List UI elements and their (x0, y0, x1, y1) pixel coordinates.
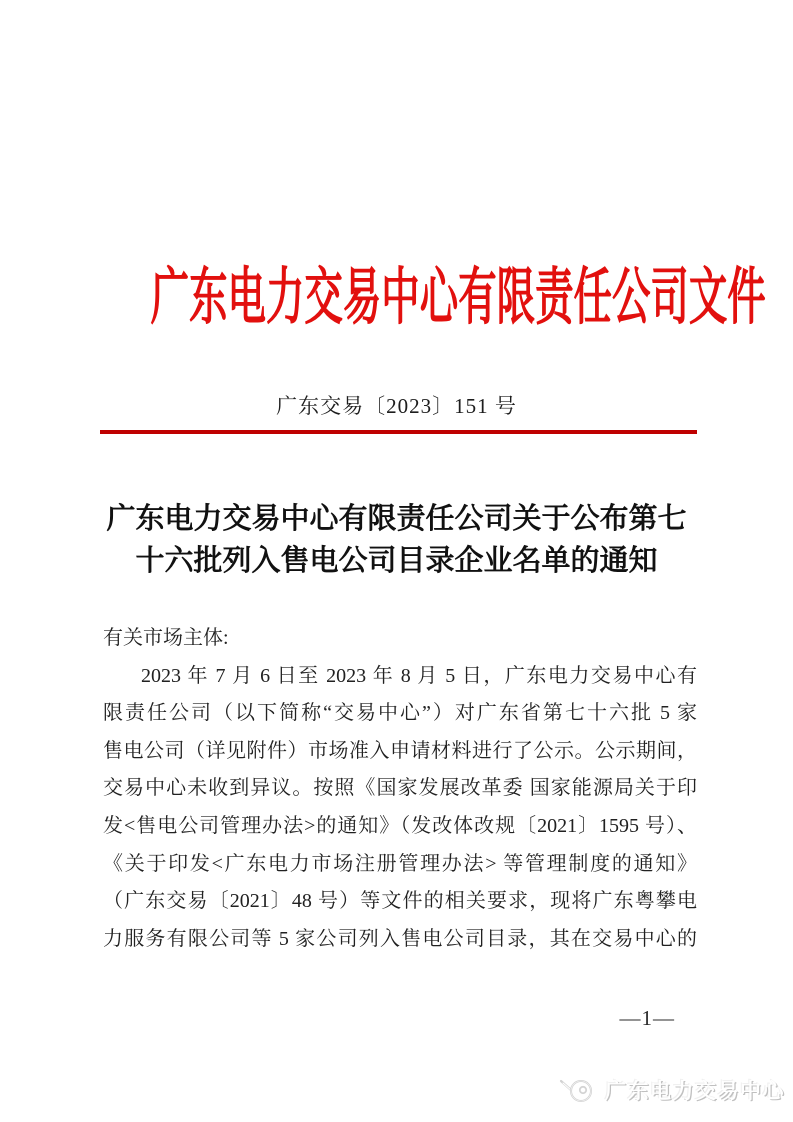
notice-title-line-1: 广东电力交易中心有限责任公司关于公布第七 (106, 503, 687, 535)
body-line: 2023 年 7 月 6 日至 2023 年 8 月 5 日，广东电力交易中心有 (141, 664, 697, 687)
body-line: （广东交易〔2021〕48 号）等文件的相关要求，现将广东粤攀电 (103, 890, 697, 913)
body-line: 限责任公司（以下简称“交易中心”）对广东省第七十六批 5 家 (103, 702, 697, 725)
document-body (103, 620, 697, 958)
body-line: 售电公司（详见附件）市场准入申请材料进行了公示。公示期间， (103, 739, 697, 762)
red-header-rule (100, 430, 697, 434)
footer-brand (558, 1074, 785, 1106)
salutation: 有关市场主体: (103, 627, 229, 649)
body-line: 《关于印发<广东电力市场注册管理办法> 等管理制度的通知》 (103, 852, 697, 875)
notice-title-line-2: 十六批列入售电公司目录企业名单的通知 (135, 545, 658, 577)
document-number: 广东交易〔2023〕151 号 (276, 394, 517, 418)
footer-brand-text: 广东电力交易中心 (605, 1080, 785, 1103)
body-line: 发<售电公司管理办法>的通知》（发改体改规〔2021〕1595 号）、 (103, 814, 697, 837)
exchange-logo-icon (558, 1074, 598, 1106)
body-line: 力服务有限公司等 5 家公司列入售电公司目录，其在交易中心的 (103, 927, 697, 950)
body-line: 交易中心未收到异议。按照《国家发展改革委 国家能源局关于印 (103, 777, 697, 800)
notice-title (60, 498, 733, 582)
letterhead-title: 广东电力交易中心有限责任公司文件 (150, 264, 766, 332)
page-number: —1— (619, 1006, 675, 1030)
